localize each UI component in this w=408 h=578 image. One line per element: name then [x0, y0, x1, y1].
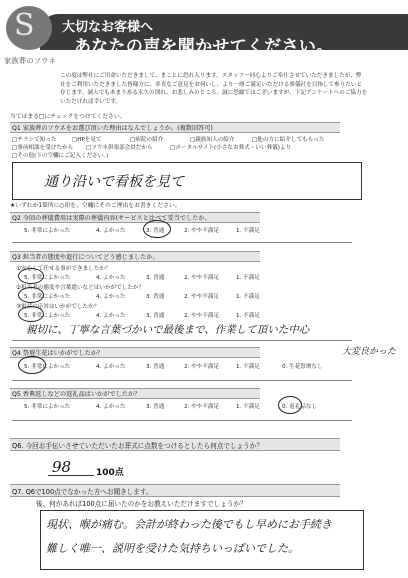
- q3-option[interactable]: 1. 不満足: [236, 294, 260, 300]
- q3-option[interactable]: 5. 非常によかった: [24, 294, 71, 300]
- q6-score-line: [48, 475, 94, 476]
- q6-question: Q6. 今回お手伝いさせていただいたお葬式に点数をつけるとしたら何点でしょうか？: [12, 442, 263, 450]
- q6-score-unit: 100点: [96, 468, 124, 478]
- q2-option[interactable]: 5. 非常によかった: [24, 228, 71, 234]
- q5-option[interactable]: 1. 不満足: [236, 404, 260, 410]
- q3-option[interactable]: 1. 不満足: [236, 275, 260, 281]
- q4-option[interactable]: 1. 不満足: [236, 364, 260, 370]
- q3-subquestion: ②担当者の態度や言葉遣いなどはいかがでしたか？: [16, 285, 145, 291]
- q5-selected-mark: [278, 396, 302, 414]
- q5-option[interactable]: 2. やや不満足: [184, 404, 220, 410]
- q1-option[interactable]: □ソウネ倶楽部会員だから: [86, 145, 153, 151]
- q4-margin-note: 大変良かった: [342, 347, 397, 357]
- q1-answer: 通り沿いで看板を見て: [44, 174, 184, 190]
- intro-line: 存じます。誠人でもあまりある永久の別れ、お悲しみのところ、誠に恐縮ではございますが、下記アンケートへのご協力を: [60, 90, 368, 97]
- q1-question: Q1 家族葬のソウネをお選び頂いた理由はなんでしょうか。(複数回答可): [12, 125, 213, 132]
- q7-answer-line-2: 難しく唯一、説明を受けた気持ちいっぱいでした。: [46, 542, 299, 555]
- q4-option[interactable]: 3. 普通: [146, 364, 165, 370]
- q5-answer-line: [12, 420, 352, 421]
- q1-option[interactable]: □チラシで知った: [12, 137, 57, 143]
- q4-answer-line: [12, 380, 352, 381]
- q2-answer-line: [12, 242, 352, 243]
- brand-name: 家族葬のソウネ: [4, 57, 57, 65]
- q1-option[interactable]: □ポータルサイト(小さなお葬式・いい葬儀)より: [170, 145, 292, 151]
- intro-line: いただければ幸いです。: [60, 98, 122, 105]
- header-subtitle: 大切なお客様へ: [62, 20, 154, 35]
- q3-option[interactable]: 2. やや不満足: [184, 275, 220, 281]
- logo-swirl-icon: S: [14, 8, 35, 43]
- q2-question: Q2 今回の葬儀費用は実際の葬儀内容(サービスと比べて妥当でしたか。: [12, 215, 211, 222]
- intro-line: 社をご利用いただきました皆様方に、率直なご意見をお伺いし、より一層ご満足いただける葬儀社を目指して参りたいと: [60, 81, 363, 88]
- q3-option[interactable]: 3. 普通: [146, 294, 165, 300]
- q3-subquestion: ①安心して任せる事ができましたか？: [16, 266, 111, 272]
- q3-option[interactable]: 2. やや不満足: [184, 313, 220, 319]
- q1-option[interactable]: □病院の紹介: [130, 137, 164, 143]
- q3-option[interactable]: 4. よかった: [96, 313, 126, 319]
- q7-answer-line-1: 現状、喉が痛む。会計が終わった後でもし早めにお手続き: [46, 518, 332, 531]
- q3-option[interactable]: 5. 非常によかった: [24, 313, 71, 319]
- q1-option[interactable]: □事前相談を受けたから: [12, 145, 74, 151]
- q2-option[interactable]: 2. やや不満足: [184, 228, 220, 234]
- intro-line: この度は弊社にご用命いただきまして、まことに恐れ入ります。スタッフ一同心よりご奉仕させていただきましたが、弊: [60, 73, 362, 79]
- q5-option[interactable]: 3. 普通: [146, 404, 165, 410]
- q2-option[interactable]: 4. よかった: [96, 228, 126, 234]
- q3-3-selected-mark: [18, 306, 44, 322]
- q2-option[interactable]: 3. 普通: [146, 228, 165, 234]
- q3-subquestion: ③電話の応対はいかがでしたか？: [16, 304, 100, 310]
- q1-option[interactable]: □その他(下の空欄にご記入ください。): [12, 153, 109, 159]
- q5-option[interactable]: 5. 非常によかった: [24, 404, 71, 410]
- q2-option[interactable]: 1. 不満足: [236, 228, 260, 234]
- q2-selected-mark: [143, 220, 171, 238]
- q3-option[interactable]: 1. 不満足: [236, 313, 260, 319]
- q1-option[interactable]: □親族知人の紹介: [190, 137, 235, 143]
- q3-option[interactable]: 2. やや不満足: [184, 294, 220, 300]
- instruction-note: ★いずれか1箇所に○印を、空欄にそのご理由をお書きください。: [10, 203, 181, 209]
- q3-question: Q3 担当者の態度や進行についてどう感じましたか。: [12, 254, 159, 261]
- q6-score: 98: [52, 458, 72, 476]
- q4-option[interactable]: 5. 非常によかった: [24, 364, 71, 370]
- q3-option[interactable]: 3. 普通: [146, 313, 165, 319]
- q3-1-selected-mark: [18, 268, 44, 284]
- q3-option[interactable]: 4. よかった: [96, 275, 126, 281]
- q7-question: Q7. Q6で100点でなかった方へお聞きします。: [12, 488, 153, 496]
- instruction: 当てはまる□にチェックをつけてください。: [10, 114, 126, 120]
- q4-option[interactable]: 0. 生花祭壇なし: [282, 364, 323, 370]
- q5-option[interactable]: 0. 返礼品なし: [282, 404, 318, 410]
- q1-option[interactable]: □他の方に紹介してもらった: [252, 137, 325, 143]
- q3-option[interactable]: 4. よかった: [96, 294, 126, 300]
- q1-option[interactable]: □HPを見て: [72, 137, 102, 143]
- q3-option[interactable]: 5. 非常によかった: [24, 275, 71, 281]
- q3-answer: 親切に、丁寧な言葉づかいで最後まで、作業して頂いた中心: [26, 324, 310, 336]
- page-title: あなたの声を聞かせてください。: [74, 37, 334, 57]
- intro-text: [60, 72, 400, 106]
- q4-option[interactable]: 2. やや不満足: [184, 364, 220, 370]
- q3-2-selected-mark: [18, 287, 44, 303]
- q5-question: Q5 香典返しなどの返礼品はいかがでしたか？: [12, 391, 141, 398]
- q7-question-2: 後、何があれば100点に届いたのかをお教えいただけますでしょうか？: [36, 500, 247, 508]
- q3-answer-line: [12, 340, 352, 341]
- q4-selected-mark: [18, 356, 46, 374]
- q3-option[interactable]: 3. 普通: [146, 275, 165, 281]
- q5-option[interactable]: 4. よかった: [96, 404, 126, 410]
- q4-option[interactable]: 4. よかった: [96, 364, 126, 370]
- q4-question: Q4 祭壇生花はいかがでしたか？: [12, 350, 104, 357]
